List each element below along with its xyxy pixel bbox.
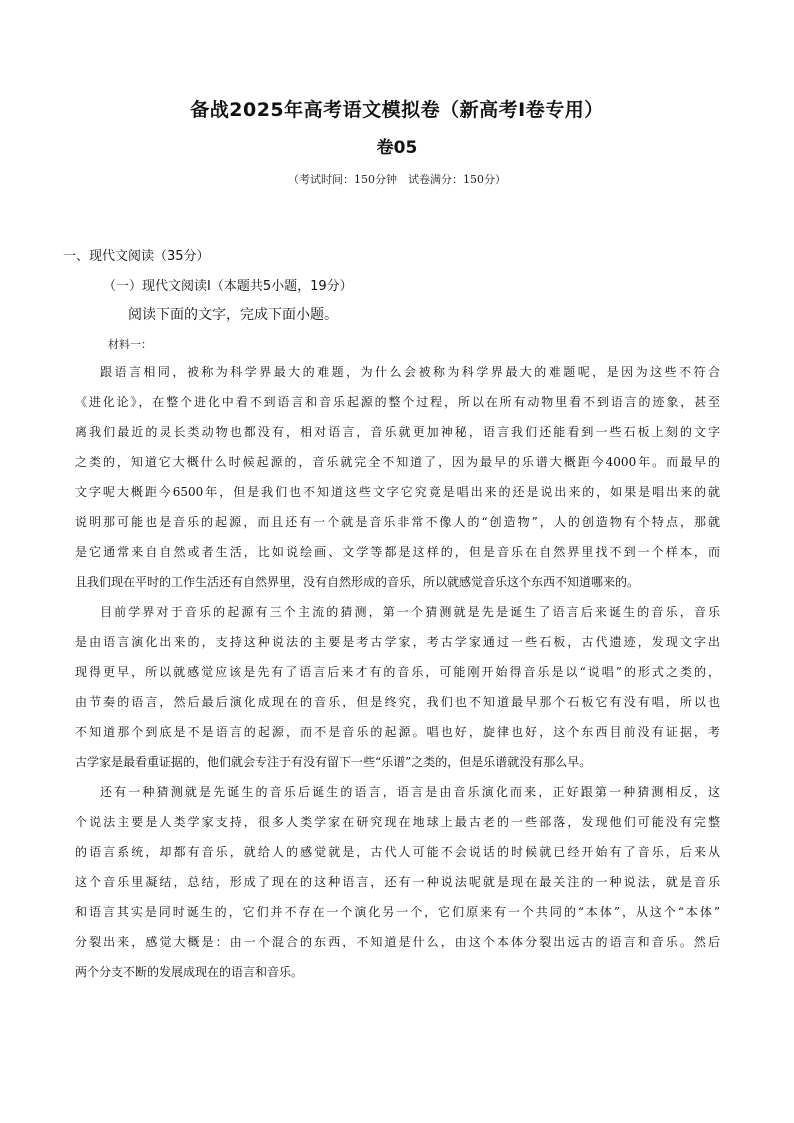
passage-line: 跟语言相同，被称为科学界最大的难题，为什么会被称为科学界最大的难题呢，是因为这些不符合	[100, 365, 720, 379]
passage-line: 离我们最近的灵长类动物也都没有，相对语言，音乐就更加神秘，语言我们还能看到一些石板上刻的文字	[75, 425, 720, 439]
passage-line: 是它通常来自自然或者生活，比如说绘画、文学等都是这样的，但是音乐在自然界里找不到一个样本，而	[75, 545, 720, 559]
paragraph-3	[75, 785, 720, 995]
subsection-heading: （一）现代文阅读Ⅰ（本题共5小题，19分）	[103, 279, 353, 294]
material-label: 材料一：	[108, 338, 152, 351]
passage-line: 还有一种猜测就是先诞生的音乐后诞生的语言，语言是由音乐演化而来，正好跟第一种猜测相反，这	[100, 785, 720, 799]
paragraph-1	[75, 365, 720, 605]
passage-line: 由节奏的语言，然后最后演化成现在的音乐，但是终究，我们也不知道最早那个石板它有没有唱，所以也	[75, 695, 720, 709]
passage-line: 之类的，知道它大概什么时候起源的，音乐就完全不知道了，因为最早的乐谱大概距今4000年。而最早的	[75, 455, 720, 469]
passage-line: 文字呢大概距今6500年，但是我们也不知道这些文字它究竟是唱出来的还是说出来的，如果是唱出来的就	[75, 485, 720, 499]
paragraph-2	[75, 605, 720, 785]
section-heading: 一、现代文阅读（35分）	[63, 249, 210, 264]
document-title: 备战2025年高考语文模拟卷（新高考Ⅰ卷专用）	[190, 99, 604, 121]
passage-line: 这个音乐里凝结，总结，形成了现在的这种语言，还有一种说法呢就是现在最关注的一种说法，就是音乐	[75, 875, 720, 889]
passage-line: 现得更早，所以就感觉应该是先有了语言后来才有的音乐，可能刚开始得音乐是以“说唱”的形式之类的，	[75, 665, 720, 679]
exam-meta: （考试时间：150分钟 试卷满分：150分）	[288, 173, 506, 186]
passage-line: 说明那可能也是音乐的起源，而且还有一个就是音乐非常不像人的“创造物”，人的创造物有个特点，那就	[75, 515, 720, 529]
passage-line: 的语言系统，却都有音乐，就给人的感觉就是，古代人可能不会说话的时候就已经开始有了音乐，后来从	[75, 845, 720, 859]
passage-line: 是由语言演化出来的，支持这种说法的主要是考古学家，考古学家通过一些石板，古代遗迹，发现文字出	[75, 635, 720, 649]
document-subtitle: 卷05	[376, 138, 418, 158]
reading-instruction: 阅读下面的文字，完成下面小题。	[128, 307, 338, 323]
passage-line: 《进化论》，在整个进化中看不到语言和音乐起源的整个过程，所以在所有动物里看不到语言的迹象，甚至	[75, 395, 720, 409]
passage-line: 两个分支不断的发展成现在的语言和音乐。	[75, 965, 304, 979]
passage-line: 古学家是最看重证据的，他们就会专注于有没有留下一些“乐谱”之类的，但是乐谱就没有那么早。	[75, 755, 592, 769]
passage-line: 目前学界对于音乐的起源有三个主流的猜测，第一个猜测就是先是诞生了语言后来诞生的音乐，音乐	[100, 605, 720, 619]
passage-line: 和语言其实是同时诞生的，它们并不存在一个演化另一个，它们原来有一个共同的“本体”，从这个“本体”	[75, 905, 720, 919]
passage-line: 分裂出来，感觉大概是：由一个混合的东西，不知道是什么，由这个本体分裂出远古的语言和音乐。然后	[75, 935, 720, 949]
passage-line: 且我们现在平时的工作生活还有自然界里，没有自然形成的音乐，所以就感觉音乐这个东西不知道哪来的。	[75, 575, 640, 589]
passage-body	[75, 365, 720, 995]
passage-line: 不知道那个到底是不是语言的起源，而不是音乐的起源。唱也好，旋律也好，这个东西目前没有证据，考	[75, 725, 720, 739]
passage-line: 个说法主要是人类学家支持，很多人类学家在研究现在地球上最古老的一些部落，发现他们可能没有完整	[75, 815, 720, 829]
